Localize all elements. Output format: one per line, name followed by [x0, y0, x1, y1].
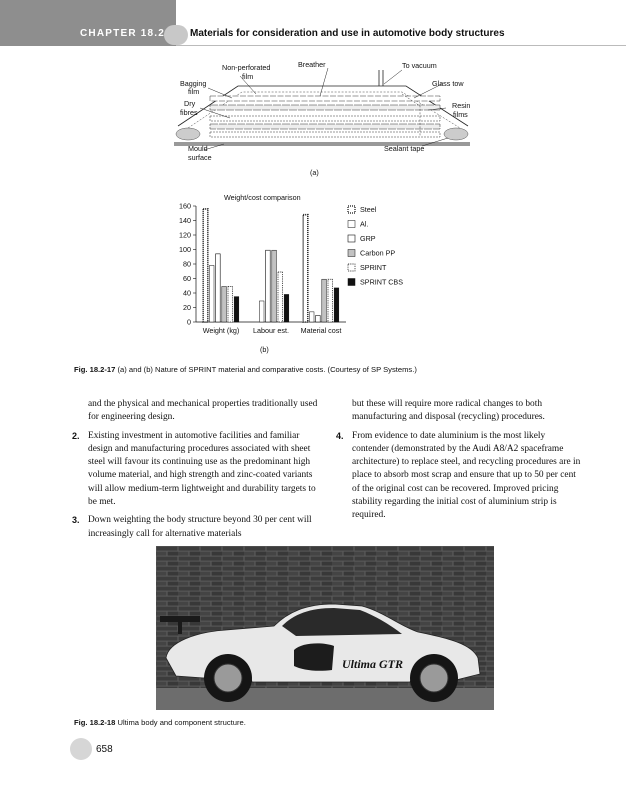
bar-sprint-1 [278, 272, 283, 322]
y-tick-label: 40 [183, 288, 191, 298]
y-tick-label: 0 [187, 317, 191, 327]
list-item-3-text: Down weighting the body structure beyond 30 per cent will increasingly call for alternative materials [88, 515, 312, 539]
x-tick-label: Weight (kg) [202, 326, 240, 335]
legend-label: Al. [360, 219, 369, 229]
page-number: 658 [96, 744, 113, 755]
y-tick-label: 20 [183, 302, 191, 312]
chart-bars [203, 209, 339, 322]
bar-sprint-0 [228, 286, 233, 322]
label-surface: surface [188, 153, 212, 162]
label-to-vacuum: To vacuum [402, 61, 437, 70]
figure-18-caption [74, 718, 574, 727]
list-item-2-text: Existing investment in automotive facilities and familiar design and manufacturing procedures associated with sheet steel will favour its continuing use as the predominant high volume material, and high strength and zinc-coated variants will allow medium-term lightweight and durability targets to be met. [88, 430, 316, 508]
figure-a-sublabel: (a) [310, 168, 319, 177]
bar-sprint-cbs-0 [234, 297, 239, 322]
bar-carbon-pp-2 [322, 279, 327, 322]
rear-wing [160, 616, 200, 622]
bar-steel-2 [303, 215, 308, 322]
chapter-tab-cap [164, 25, 188, 45]
list-item-2 [72, 430, 318, 510]
right-column [336, 398, 582, 523]
rear-wheel-rim [214, 664, 242, 692]
list-item-4-number: 4. [336, 430, 344, 441]
bar-sprint-cbs-1 [284, 294, 289, 322]
layer-resin-film-1 [210, 105, 440, 110]
figure-18-number: Fig. 18.2-18 [74, 718, 116, 727]
front-wheel-rim [420, 664, 448, 692]
layer-dry-fibre-2 [210, 132, 440, 137]
sprint-layup-diagram [170, 58, 470, 178]
bar-grp-1 [266, 250, 271, 322]
y-tick-label: 160 [179, 201, 191, 211]
chart-title: Weight/cost comparison [224, 193, 301, 202]
figure-18-text: Ultima body and component structure. [117, 718, 246, 727]
label-resin: Resin [452, 101, 470, 110]
x-tick-label: Labour est. [253, 326, 289, 335]
layer-breather [210, 96, 440, 101]
list-item-3 [72, 514, 318, 541]
header-rule [176, 45, 626, 46]
bar-al--2 [309, 312, 314, 322]
label-breather: Breather [298, 60, 326, 69]
y-tick-label: 100 [179, 244, 191, 254]
y-tick-label: 80 [183, 259, 191, 269]
label-films: films [453, 110, 468, 119]
legend-swatch [348, 235, 355, 242]
chapter-tab [0, 0, 176, 46]
legend-swatch [348, 279, 355, 286]
bar-carbon-pp-0 [222, 286, 227, 322]
list-item-2-number: 2. [72, 430, 80, 441]
legend-swatch [348, 250, 355, 257]
figure-17-number: Fig. 18.2-17 [74, 365, 116, 374]
bar-al--1 [259, 301, 264, 322]
bar-sprint-cbs-2 [334, 288, 339, 322]
rear-wing-strut [178, 622, 182, 634]
chart-legend [348, 205, 403, 287]
bar-grp-0 [216, 254, 221, 322]
side-intake [294, 643, 334, 670]
legend-label: SPRINT [360, 263, 387, 272]
running-header [0, 0, 626, 46]
weight-cost-chart [168, 190, 448, 360]
label-fibres: fibres [180, 108, 198, 117]
left-column [72, 398, 318, 541]
list-item-4-text: From evidence to date aluminium is the most likely contender (demonstrated by the Audi A8/A2 spaceframe architecture) to replace steel, and recycling procedures are in place to absorb most scrap and ensure that up to 50 per cent of the original cost can be recovered. Improved pricing stability regarding the initial cost of aluminium strip is required. [352, 430, 581, 521]
bar-grp-2 [316, 315, 321, 322]
y-tick-label: 120 [179, 230, 191, 240]
layer-dry-fibre-1 [210, 116, 440, 121]
car-badge: Ultima GTR [342, 657, 404, 671]
legend-swatch [348, 206, 355, 213]
legend-label: Steel [360, 205, 377, 214]
label-glass-tow: Glass tow [432, 79, 464, 88]
label-sealant-tape: Sealant tape [384, 144, 425, 153]
figure-17-text: (a) and (b) Nature of SPRINT material and comparative costs. (Courtesy of SP Systems.) [117, 365, 417, 374]
list-item-4 [336, 430, 582, 523]
legend-label: SPRINT CBS [360, 277, 404, 287]
layup-layers [210, 96, 440, 137]
legend-label: GRP [360, 234, 376, 243]
bar-steel-0 [203, 209, 208, 322]
x-tick-label: Material cost [300, 326, 342, 335]
label-dry: Dry [184, 99, 196, 108]
legend-swatch [348, 264, 355, 271]
y-tick-label: 60 [183, 273, 191, 283]
right-continuation: but these will require more radical changes to both manufacturing and disposal (recycling) procedures. [352, 399, 545, 423]
label-non-perforated-film: film [242, 72, 254, 81]
sealant-tape-left [176, 128, 200, 140]
list-item-3-number: 3. [72, 515, 80, 526]
chapter-label: CHAPTER 18.2 [80, 28, 165, 39]
legend-label: Carbon PP [360, 248, 396, 258]
bar-carbon-pp-1 [272, 250, 277, 322]
label-non-perforated: Non-perforated [222, 63, 271, 72]
label-bagging: Bagging [180, 79, 207, 88]
chart-sublabel: (b) [260, 345, 269, 354]
label-bagging-film: film [188, 87, 200, 96]
folio-circle [70, 738, 92, 760]
label-mould: Mould [188, 144, 208, 153]
ultima-gtr-photo [156, 546, 494, 710]
running-title: Materials for consideration and use in automotive body structures [190, 28, 505, 39]
bar-sprint-2 [328, 279, 333, 322]
bar-al--0 [209, 265, 214, 322]
left-continuation: and the physical and mechanical properties traditionally used for engineering design. [88, 399, 318, 423]
legend-swatch [348, 221, 355, 228]
figure-17-caption [74, 365, 574, 374]
layer-resin-film-2 [210, 124, 440, 129]
y-tick-label: 140 [179, 215, 191, 225]
mould-surface [174, 142, 470, 146]
